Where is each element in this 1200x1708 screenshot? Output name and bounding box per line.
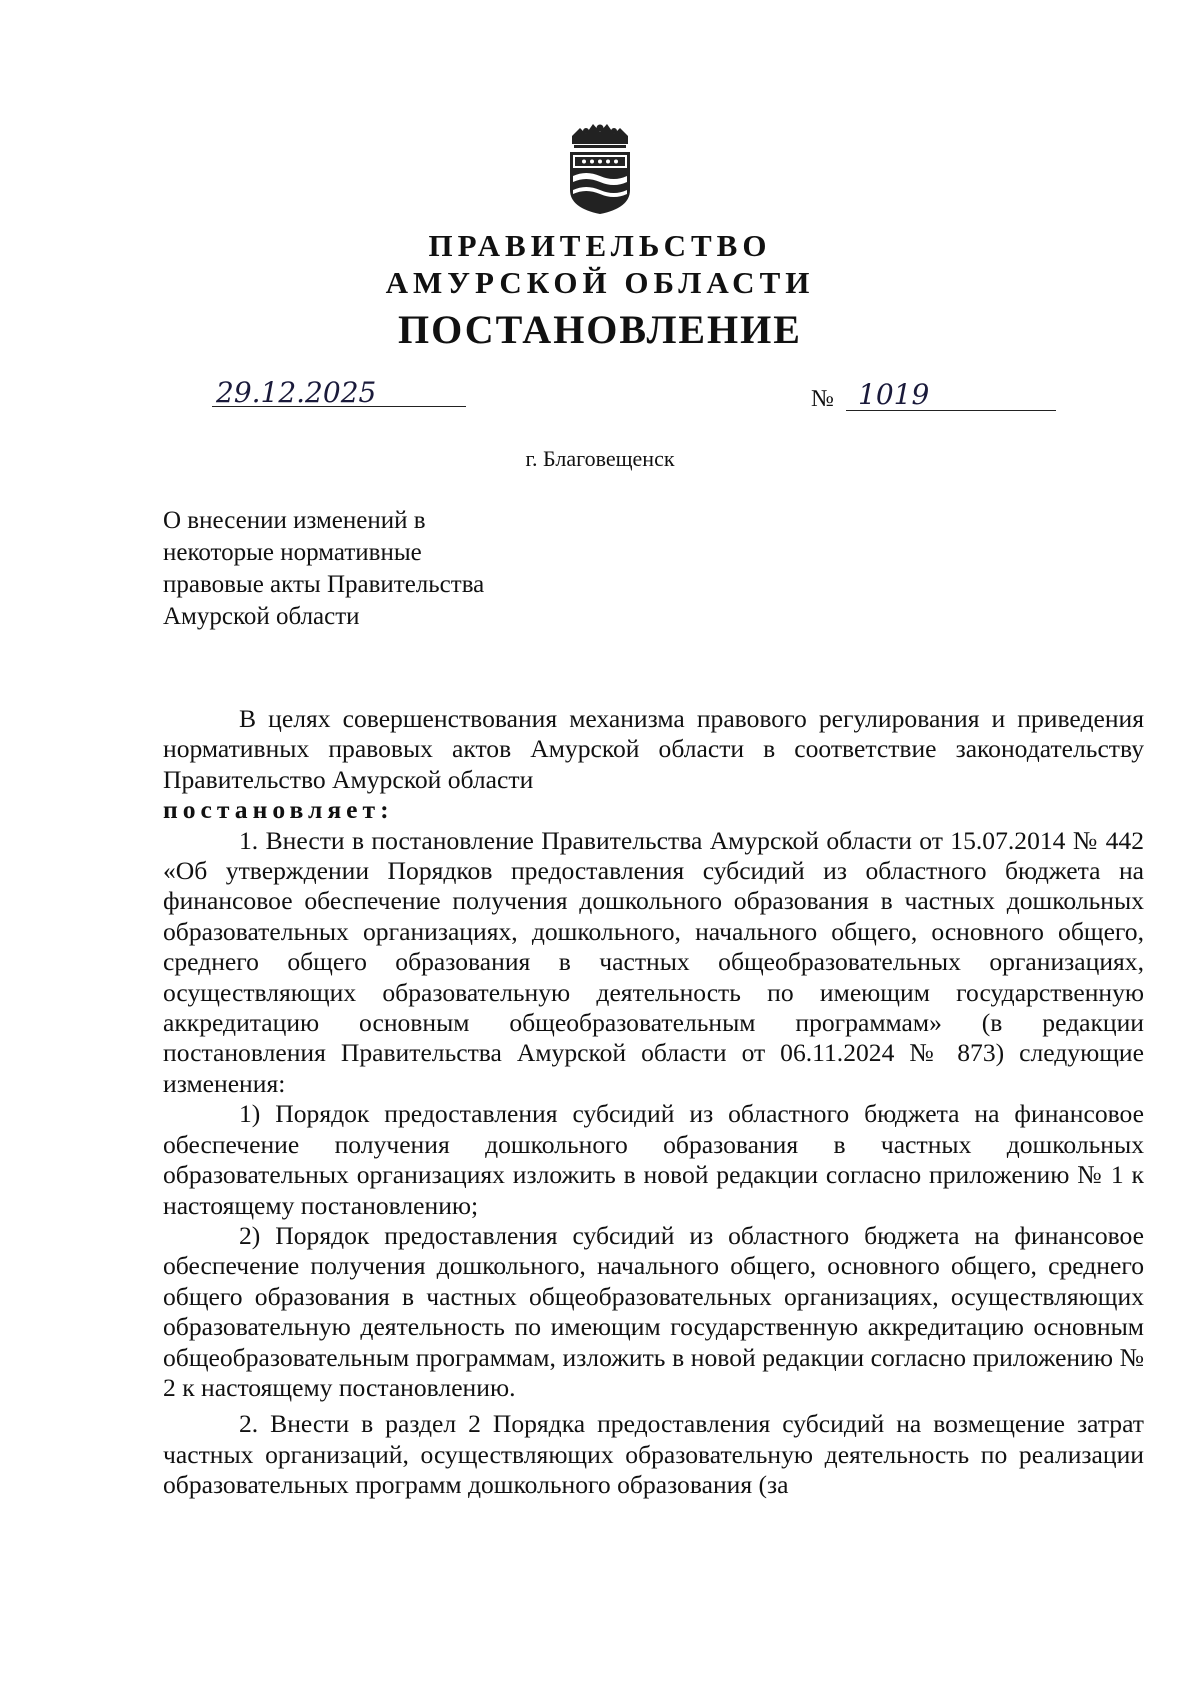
document-body: [163, 704, 1144, 1501]
government-name-line2: АМУРСКОЙ ОБЛАСТИ: [385, 265, 815, 300]
item-1-paragraph: 1. Внести в постановление Правительства Амурской области от 15.07.2014 № 442 «Об утверждении Порядков предоставления субсидий из областного бюджета на финансовое обеспечение получения дошкольного образования в частных дошкольных образовательных организациях, дошкольного, начального общего, основного общего, среднего общего образования в частных общеобразовательных организациях, осуществляющих образовательную деятельность по имеющим государственную аккредитацию основным общеобразовательным программам» (в редакции постановления Правительства Амурской области от 06.11.2024 № 873) следующие изменения:: [163, 825, 1144, 1098]
document-number: 1019: [858, 378, 930, 411]
document-type-title: ПОСТАНОВЛЕНИЕ: [398, 307, 802, 352]
number-label: №: [811, 386, 834, 412]
government-name-line1: ПРАВИТЕЛЬСТВО: [428, 228, 772, 263]
document-subject: [163, 505, 484, 633]
date-underline: [212, 406, 466, 407]
decree-word: постановляет:: [163, 795, 394, 825]
number-underline: [846, 410, 1056, 411]
subject-line: правовые акты Правительства: [163, 571, 485, 598]
document-date: 29.12.2025: [216, 376, 377, 409]
preamble-paragraph: В целях совершенствования механизма правового регулирования и приведения нормативных правовых актов Амурской области в соответствие законодательству Правительство Амурской области: [163, 704, 1144, 794]
coat-of-arms-icon: [562, 118, 638, 216]
city-name: г. Благовещенск: [525, 446, 675, 471]
subject-line: Амурской области: [163, 603, 360, 630]
subject-line: некоторые нормативные: [163, 539, 422, 566]
subject-line: О внесении изменений в: [163, 507, 426, 534]
item-1-2-paragraph: 2) Порядок предоставления субсидий из областного бюджета на финансовое обеспечение получения дошкольного, начального общего, основного общего, среднего общего образования в частных общеобразовательных организациях, осуществляющих образовательную деятельность по имеющим государственную аккредитацию основным общеобразовательным программам, изложить в новой редакции согласно приложению № 2 к настоящему постановлению.: [163, 1220, 1144, 1402]
item-2-paragraph: 2. Внести в раздел 2 Порядка предоставления субсидий на возмещение затрат частных организаций, осуществляющих образовательную деятельность по реализации образовательных программ дошкольного образования (за: [163, 1409, 1144, 1500]
item-1-1-paragraph: 1) Порядок предоставления субсидий из областного бюджета на финансовое обеспечение получения дошкольного образования в частных дошкольных образовательных организациях изложить в новой редакции согласно приложению № 1 к настоящему постановлению;: [163, 1099, 1144, 1220]
